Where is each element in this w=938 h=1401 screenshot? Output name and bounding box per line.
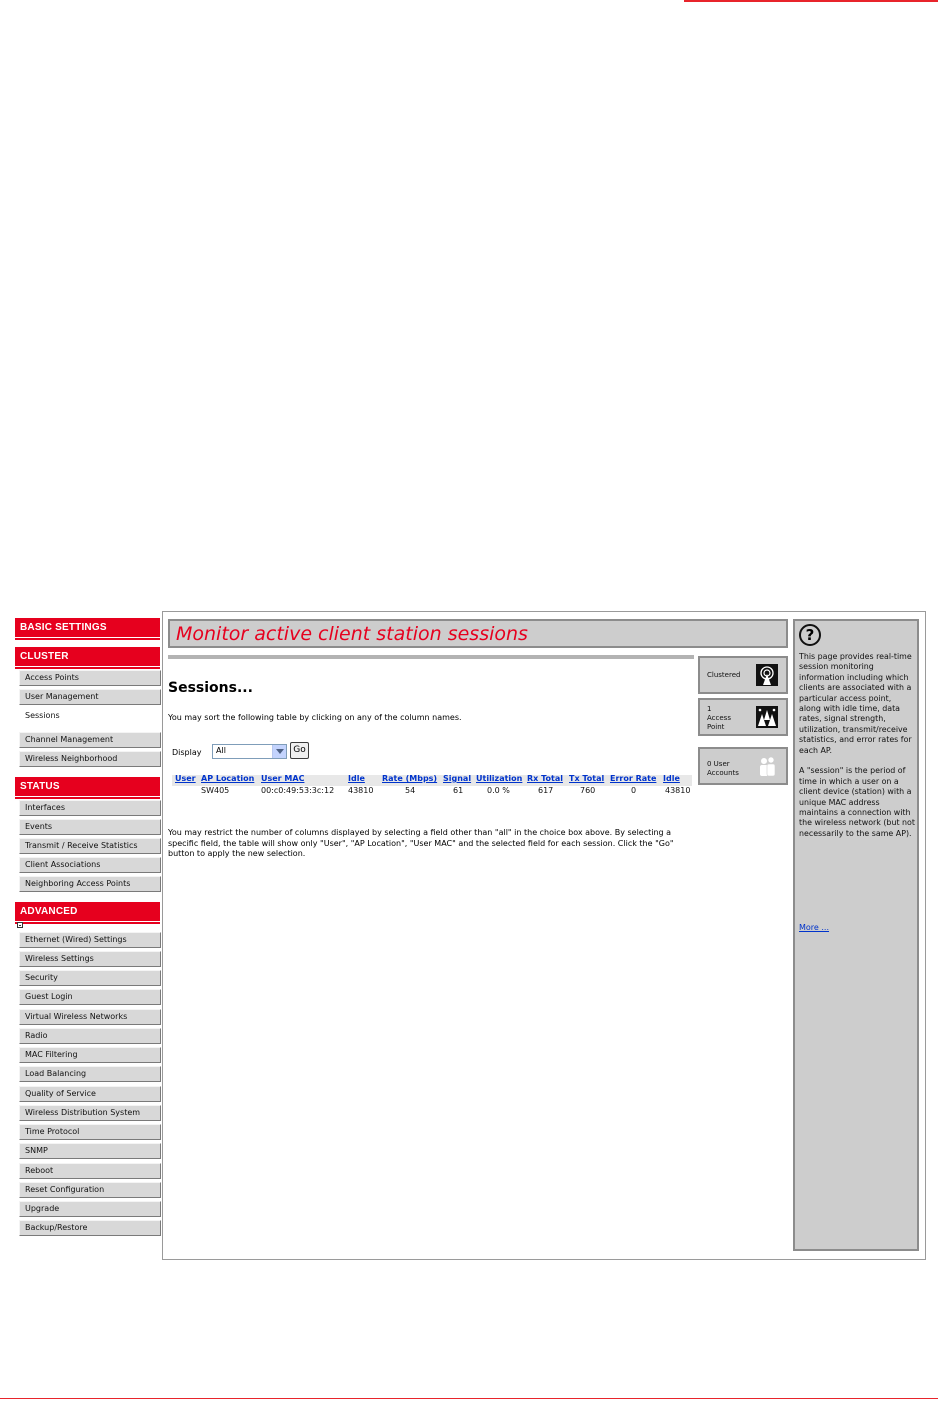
sidebar-item-events[interactable]: Events	[19, 819, 161, 835]
column-header-user-mac[interactable]: User MAC	[261, 774, 305, 783]
display-select[interactable]	[212, 744, 287, 759]
page-title: Monitor active client station sessions	[176, 623, 528, 645]
status-user-accounts-text: 0 User Accounts	[707, 760, 739, 777]
sidebar-item-backup-restore[interactable]: Backup/Restore	[19, 1220, 161, 1236]
restrict-instructions: You may restrict the number of columns displayed by selecting a field other than "all" in the choice box above. By selecting a specific field, the table will show only "User", "AP Location", "User MAC" and the selected field for each session. Click the "Go" button to apply the new selection.	[168, 828, 674, 858]
cell-tx-total: 760	[580, 786, 596, 795]
more-link[interactable]: More ...	[799, 923, 830, 932]
sidebar-status-header[interactable]: STATUS	[15, 777, 160, 796]
sidebar-item-transmit-receive-statistics[interactable]: Transmit / Receive Statistics	[19, 838, 161, 854]
sidebar-item-snmp[interactable]: SNMP	[19, 1143, 161, 1159]
sidebar-item-user-management[interactable]: User Management	[19, 689, 161, 705]
sidebar-cluster-header[interactable]: CLUSTER	[15, 647, 160, 666]
sidebar-item-ethernet-settings[interactable]: Ethernet (Wired) Settings	[19, 932, 161, 948]
sidebar-item-wireless-neighborhood[interactable]: Wireless Neighborhood	[19, 751, 161, 767]
column-header-utilization[interactable]: Utilization	[476, 774, 523, 783]
sidebar-item-reset-configuration[interactable]: Reset Configuration	[19, 1182, 161, 1198]
sidebar-item-upgrade[interactable]: Upgrade	[19, 1201, 161, 1217]
status-box-user-accounts[interactable]	[698, 747, 788, 785]
sidebar-item-quality-of-service[interactable]: Quality of Service	[19, 1086, 161, 1102]
display-label: Display	[172, 748, 202, 757]
status-box-clustered[interactable]	[698, 656, 788, 694]
access-point-icon	[756, 706, 778, 728]
sidebar-item-load-balancing[interactable]: Load Balancing	[19, 1066, 161, 1082]
help-paragraph: A "session" is the period of time in which a user on a client device (station) with a unique MAC address maintains a connection with the wireless network (but not necessarily to the same AP).	[799, 766, 915, 838]
cell-error-rate: 0	[631, 786, 637, 795]
cell-rate: 54	[405, 786, 416, 795]
display-select-value: All	[216, 746, 226, 755]
sidebar-item-wireless-distribution-system[interactable]: Wireless Distribution System	[19, 1105, 161, 1121]
sidebar-item-wireless-settings[interactable]: Wireless Settings	[19, 951, 161, 967]
chevron-down-icon[interactable]	[272, 745, 286, 758]
bottom-rule	[0, 1398, 938, 1399]
cell-ap-location: SW405	[201, 786, 230, 795]
cell-rx-total: 617	[538, 786, 554, 795]
sidebar-advanced-header[interactable]: ADVANCED	[15, 902, 160, 921]
sidebar-basic-settings[interactable]: BASIC SETTINGS	[15, 618, 160, 637]
top-rule	[684, 0, 938, 2]
question-mark-icon: ?	[799, 624, 821, 646]
sidebar-item-channel-management[interactable]: Channel Management	[19, 732, 161, 748]
status-access-point-text: 1 Access Point	[707, 705, 731, 731]
sidebar-item-neighboring-access-points[interactable]: Neighboring Access Points	[19, 876, 161, 892]
cell-utilization: 0.0 %	[487, 786, 510, 795]
cell-idle: 43810	[348, 786, 374, 795]
column-header-rate[interactable]: Rate (Mbps)	[382, 774, 438, 783]
column-header-ap-location[interactable]: AP Location	[201, 774, 255, 783]
cell-idle-2: 43810	[665, 786, 691, 795]
status-clustered-text: Clustered	[707, 671, 741, 679]
sidebar-item-virtual-wireless-networks[interactable]: Virtual Wireless Networks	[19, 1009, 161, 1025]
column-header-idle[interactable]: Idle	[348, 774, 365, 783]
user-accounts-icon	[756, 755, 778, 777]
cell-signal: 61	[453, 786, 464, 795]
help-text	[799, 652, 915, 850]
sort-instructions: You may sort the following table by clicking on any of the column names.	[168, 713, 462, 722]
go-button[interactable]: Go	[290, 742, 309, 759]
sidebar-item-sessions[interactable]: Sessions	[19, 708, 161, 724]
sidebar-item-radio[interactable]: Radio	[19, 1028, 161, 1044]
column-header-error-rate[interactable]: Error Rate	[610, 774, 657, 783]
sidebar-item-interfaces[interactable]: Interfaces	[19, 800, 161, 816]
status-box-access-point[interactable]	[698, 698, 788, 736]
sidebar-item-access-points[interactable]: Access Points	[19, 670, 161, 686]
cell-user-mac: 00:c0:49:53:3c:12	[261, 786, 335, 795]
column-header-tx-total[interactable]: Tx Total	[569, 774, 605, 783]
help-paragraph: This page provides real-time session monitoring information including which clients are associated with a particular access point, along with idle time, data rates, signal strength, utilization, transmit/receive statistics, and error rates for each AP.	[799, 652, 912, 755]
heading-divider	[168, 655, 694, 659]
sidebar-item-security[interactable]: Security	[19, 970, 161, 986]
sidebar-item-client-associations[interactable]: Client Associations	[19, 857, 161, 873]
sidebar-item-time-protocol[interactable]: Time Protocol	[19, 1124, 161, 1140]
cluster-antenna-icon	[756, 664, 778, 686]
collapse-icon[interactable]	[17, 922, 23, 928]
column-header-rx-total[interactable]: Rx Total	[527, 774, 563, 783]
sidebar-item-mac-filtering[interactable]: MAC Filtering	[19, 1047, 161, 1063]
sidebar-item-reboot[interactable]: Reboot	[19, 1163, 161, 1179]
column-header-idle-2[interactable]: Idle	[663, 774, 680, 783]
sidebar-item-guest-login[interactable]: Guest Login	[19, 989, 161, 1005]
column-header-signal[interactable]: Signal	[443, 774, 472, 783]
column-header-user[interactable]: User	[175, 774, 196, 783]
sessions-heading: Sessions...	[168, 680, 253, 696]
